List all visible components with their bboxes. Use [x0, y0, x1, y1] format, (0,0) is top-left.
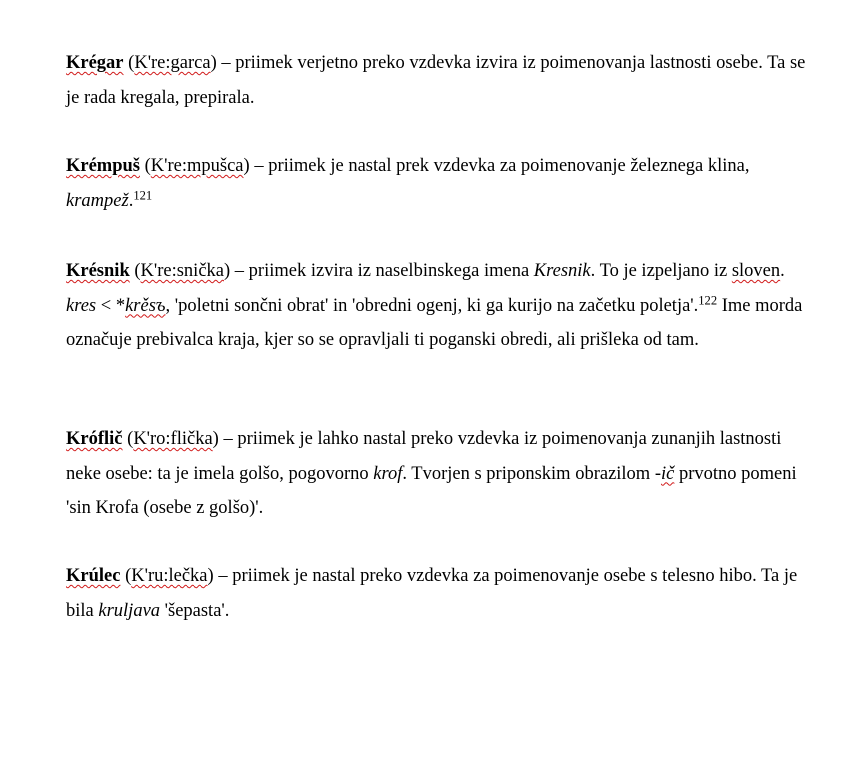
pronunciation: K'ro:flička — [133, 429, 213, 449]
headword: Króflič — [66, 429, 123, 449]
abbreviation: sloven — [731, 261, 781, 281]
italic-term: kruljava — [98, 600, 161, 621]
entry-text: . To je izpeljano iz — [590, 261, 732, 281]
headword: Krémpuš — [66, 156, 140, 176]
suffix: ič — [660, 463, 675, 484]
entry-text: 'šepasta'. — [160, 600, 230, 621]
headword: Krégar — [66, 53, 124, 73]
entry-text: Ime morda označuje prebivalca kraja, kjer so se opravljali ti poganski obredi, ali prišleka od tam. — [66, 295, 803, 350]
entry-text: . — [780, 261, 785, 281]
entry-text: – priimek je lahko nastal preko vzdevka iz poimenovanja zunanjih lastnosti neke osebe: ta je imela golšo, pogovorno — [66, 429, 782, 484]
entry-kresnik: Krésnik (K're:snička) – priimek izvira iz naselbinskega imena Kresnik. To je izpeljano iz sloven. kres < *krěsъ, 'poletni sončni obrat' in 'obredni ogenj, ki ga kurijo na začetku poletja'.$^{122}$ Ime morda označuje prebivalca kraja, kjer so se opravljali ti poganski obredi, ali prišleka od tam. — [66, 261, 803, 350]
entry-text: . Tvorjen s priponskim obrazilom - — [402, 463, 661, 484]
entry-text: . — [128, 190, 134, 211]
italic-term: krof — [373, 463, 403, 484]
italic-term: kres — [66, 295, 97, 316]
footnote-ref[interactable]: 121 — [133, 188, 153, 203]
headword: Krúlec — [66, 566, 121, 586]
footnote-ref[interactable]: 122 — [698, 293, 718, 308]
entry-text: , 'poletni sončni obrat' in 'obredni ogenj, ki ga kurijo na začetku poletja'. — [165, 295, 699, 316]
entry-krempus: Krémpuš (K're:mpušca) – priimek je nastal prek vzdevka za poimenovanje železnega klina, krampež.$^{121}$ — [66, 156, 750, 211]
headword: Krésnik — [66, 261, 130, 281]
italic-term: Kresnik — [533, 261, 591, 281]
pronunciation: K're:mpušca — [150, 156, 244, 176]
entry-text: < * — [96, 295, 126, 316]
entry-text: – priimek je nastal preko vzdevka za poimenovanje osebe s telesno hibo. Ta je bila — [66, 566, 798, 621]
italic-term: krampež — [66, 190, 129, 211]
entry-kregar: Krégar (K're:garca) – priimek verjetno preko vzdevka izvira iz poimenovanja lastnosti osebe. Ta se je rada kregala, prepirala. — [66, 53, 806, 108]
entry-kroflic: Króflič (K'ro:flička) – priimek je lahko nastal preko vzdevka iz poimenovanja zunanjih lastnosti neke osebe: ta je imela golšo, pogovorno krof. Tvorjen s priponskim obrazilom -ič prvotno pomeni 'sin Krofa (osebe z golšo)'. — [66, 429, 797, 518]
entry-text: – priimek je nastal prek vzdevka za poimenovanje železnega klina, — [249, 156, 750, 176]
entry-krulec: Krúlec (K'ru:lečka) – priimek je nastal preko vzdevka za poimenovanje osebe s telesno hibo. Ta je bila kruljava 'šepasta'. — [66, 566, 798, 621]
entry-text: prvotno pomeni 'sin Krofa (osebe z golšo)'. — [66, 463, 797, 518]
pronunciation: K're:garca — [134, 53, 211, 73]
pronunciation: K'ru:lečka — [131, 566, 208, 586]
entry-text: – priimek verjetno preko vzdevka izvira iz poimenovanja lastnosti osebe. Ta se je rada kregala, prepirala. — [66, 53, 806, 108]
entry-text: – priimek izvira iz naselbinskega imena — [230, 261, 534, 281]
italic-term: krěsъ — [125, 295, 166, 316]
pronunciation: K're:snička — [140, 261, 224, 281]
